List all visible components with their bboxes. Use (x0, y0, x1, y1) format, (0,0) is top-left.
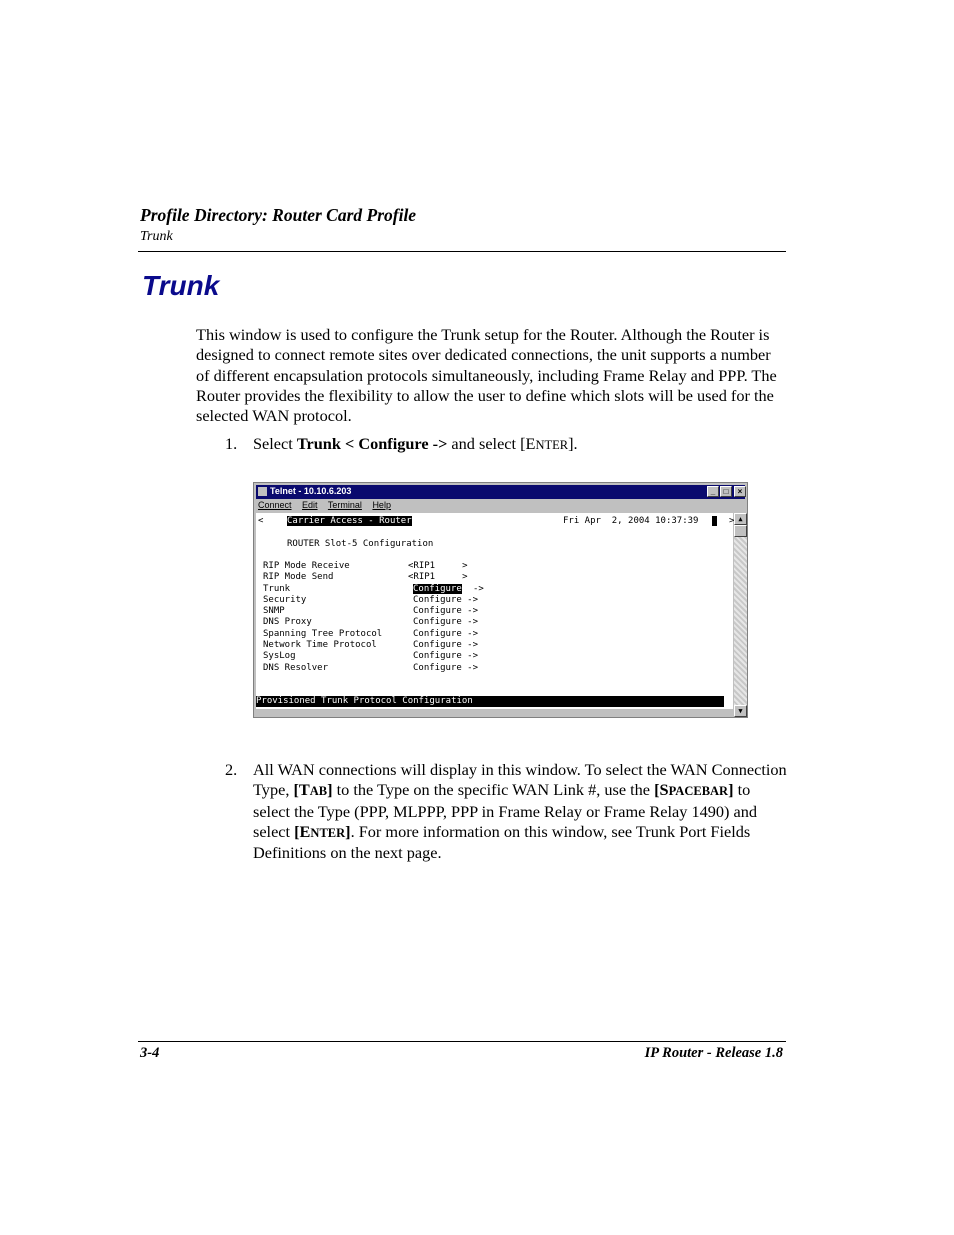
scroll-up-icon[interactable]: ▲ (734, 513, 747, 525)
telnet-app-icon (258, 487, 267, 496)
telnet-title-bar[interactable] (256, 485, 745, 499)
row-label: Spanning Tree Protocol (263, 629, 383, 639)
footer-product: IP Router - Release 1.8 (644, 1045, 783, 1061)
terminal-heading: ROUTER Slot-5 Configuration (287, 539, 434, 549)
menu-help[interactable]: Help (372, 500, 391, 510)
telnet-menu-bar (258, 500, 399, 512)
right-arrow[interactable]: > (729, 516, 735, 526)
terminal-datetime: Fri Apr 2, 2004 10:37:39 (563, 516, 699, 526)
menu-terminal[interactable]: Terminal (327, 500, 362, 510)
vertical-scrollbar[interactable] (734, 513, 747, 717)
terminal-app-title: Carrier Access - Router (287, 516, 412, 526)
row-label: Trunk (263, 584, 291, 594)
scroll-thumb[interactable] (734, 525, 747, 537)
enter-key: [ENTER] (294, 821, 351, 841)
close-button[interactable]: × (734, 486, 746, 497)
scroll-down-icon[interactable]: ▼ (734, 705, 747, 717)
trunk-arrow: -> (473, 584, 484, 594)
rip-send-select[interactable]: <RIP1 > (408, 572, 468, 582)
row-label: DNS Proxy (263, 617, 312, 627)
rip-receive-select[interactable]: <RIP1 > (408, 561, 468, 571)
dns-proxy-configure-button[interactable]: Configure -> (413, 617, 479, 627)
terminal-cursor (712, 516, 717, 526)
telnet-window (253, 482, 748, 718)
row-label: SNMP (263, 606, 285, 616)
spacebar-key: [SPACEBAR] (654, 780, 734, 800)
row-label: DNS Resolver (263, 663, 329, 673)
step-2-text: All WAN connections will display in this window. To select the WAN Connection Type, [TAB] to the Type on the specific WAN Link #, use the [SPACEBAR] to select the Type (PPP, MLPPP, PPP in Frame Relay or Frame Relay 1490) and select [ENTER]. For more information on this window, see Trunk Port Fields Definitions on the next page. (253, 760, 787, 863)
header-rule (138, 251, 786, 252)
row-label: Network Time Protocol (263, 640, 377, 650)
dns-resolver-configure-button[interactable]: Configure -> (413, 663, 479, 673)
running-header-subtitle: Trunk (140, 229, 173, 244)
tab-key: [TAB] (293, 780, 333, 800)
security-configure-button[interactable]: Configure -> (413, 595, 479, 605)
intro-paragraph: This window is used to configure the Trunk setup for the Router. Although the Router is designed to connect remote sites over dedicated connections, the unit supports a number of different encapsulation protocols simultaneously, including Frame Relay and PPP. The Router provides the flexibility to allow the user to define which slots will be used for the selected WAN protocol. (196, 325, 777, 426)
step-2 (225, 760, 787, 870)
section-title: Trunk (142, 270, 220, 301)
step-1-text: Select Trunk < Configure -> and select [ENTER]. (253, 434, 578, 453)
row-label: RIP Mode Send (263, 572, 334, 582)
step-1-menu-path: Trunk < Configure -> (296, 434, 448, 453)
step-2-number: 2. (225, 760, 238, 779)
terminal-screen[interactable] (256, 513, 733, 709)
trunk-configure-button[interactable]: Configure (413, 584, 462, 594)
row-label: RIP Mode Receive (263, 561, 350, 571)
page-number: 3-4 (140, 1045, 160, 1061)
stp-configure-button[interactable]: Configure -> (413, 629, 479, 639)
row-label: SysLog (263, 651, 296, 661)
terminal-status-bar: Provisioned Trunk Protocol Configuration (256, 696, 724, 707)
minimize-button[interactable]: _ (707, 486, 719, 497)
menu-edit[interactable]: Edit (302, 500, 318, 510)
syslog-configure-button[interactable]: Configure -> (413, 651, 479, 661)
snmp-configure-button[interactable]: Configure -> (413, 606, 479, 616)
maximize-button[interactable]: □ (720, 486, 732, 497)
step-1-number: 1. (225, 434, 238, 453)
running-header-title: Profile Directory: Router Card Profile (140, 205, 417, 225)
telnet-title: Telnet - 10.10.6.203 (270, 486, 352, 496)
row-label: Security (263, 595, 307, 605)
menu-connect[interactable]: Connect (258, 500, 292, 510)
ntp-configure-button[interactable]: Configure -> (413, 640, 479, 650)
footer-rule (138, 1041, 786, 1042)
left-arrow[interactable]: < (258, 516, 264, 526)
